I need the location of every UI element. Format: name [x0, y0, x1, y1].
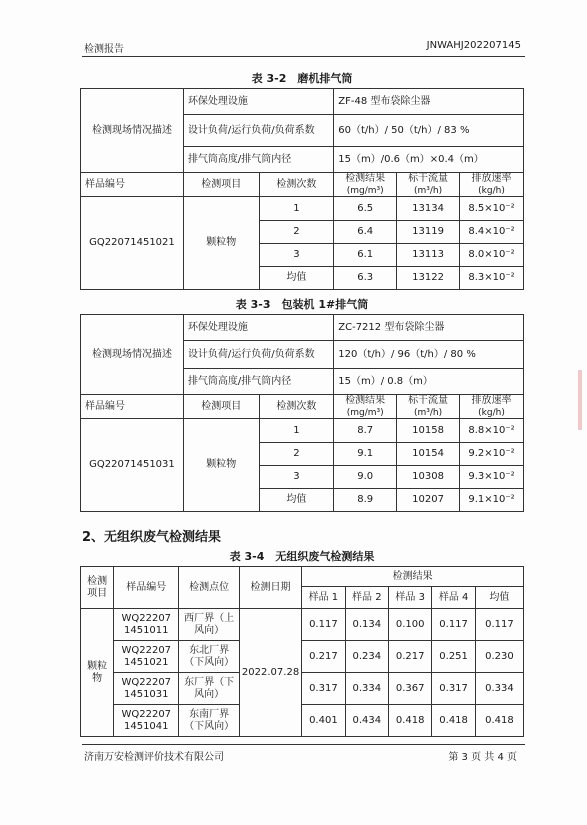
sample-point: 东厂界（下风向）	[179, 673, 240, 705]
col-flow	[397, 395, 460, 419]
table-3-2	[80, 88, 524, 290]
result-value: 8.9	[334, 489, 397, 512]
sample-id: WQ22207 1451011	[114, 609, 179, 641]
flow-value: 10207	[397, 489, 460, 512]
result-value: 6.1	[334, 244, 397, 267]
result-value: 0.401	[302, 705, 345, 737]
head-mean: 均值	[475, 587, 523, 609]
result-value: 0.217	[389, 641, 432, 673]
head-sample-3: 样品 3	[389, 587, 432, 609]
sample-id: WQ22207 1451031	[114, 673, 179, 705]
result-value: 0.317	[432, 673, 475, 705]
facility-key: 环保处理设施	[183, 315, 333, 341]
result-value: 6.3	[334, 267, 397, 290]
result-value: 0.117	[302, 609, 345, 641]
head-results: 检测结果	[302, 567, 524, 587]
col-item: 检测项目	[183, 395, 259, 419]
table-row	[81, 641, 524, 673]
col-result-label: 检测结果	[345, 173, 386, 184]
emission-value: 8.3×10⁻²	[460, 267, 524, 290]
col-count: 检测次数	[259, 395, 334, 419]
col-result-label: 检测结果	[345, 395, 386, 406]
result-value: 0.217	[302, 641, 345, 673]
mean-value: 0.334	[475, 673, 523, 705]
company-name: 济南万安检测评价技术有限公司	[84, 752, 224, 763]
sample-id: GQ22071451031	[81, 419, 184, 512]
table-3-4	[80, 566, 524, 737]
col-result	[334, 173, 397, 197]
load-key: 设计负荷/运行负荷/负荷系数	[183, 115, 333, 147]
stack-value: 15（m）/0.6（m）×0.4（m）	[334, 147, 524, 173]
table-3-4-caption: 表 3-4 无组织废气检测结果	[229, 550, 375, 563]
flow-value: 13122	[397, 267, 460, 290]
col-flow	[397, 173, 460, 197]
result-value: 8.7	[334, 419, 397, 443]
result-value: 9.1	[334, 443, 397, 466]
col-flow-unit: (m³/h)	[414, 407, 443, 418]
col-sample-id: 样品编号	[81, 395, 184, 419]
sample-point: 西厂界（上风向）	[179, 609, 240, 641]
test-item: 颗粒物	[183, 419, 259, 512]
test-item: 颗粒物	[81, 609, 114, 737]
test-item: 颗粒物	[183, 197, 259, 290]
col-emission-unit: (kg/h)	[478, 407, 505, 418]
sample-id: GQ22071451021	[81, 197, 184, 290]
head-sample-1: 样品 1	[302, 587, 345, 609]
result-value: 6.4	[334, 221, 397, 244]
run-number: 1	[259, 419, 334, 443]
mean-value: 0.117	[475, 609, 523, 641]
report-number: JNWAHJ202207145	[426, 40, 521, 51]
run-number: 2	[259, 221, 334, 244]
result-value: 0.117	[432, 609, 475, 641]
table-3-2-caption: 表 3-2 磨机排气筒	[251, 72, 353, 85]
test-date: 2022.07.28	[239, 609, 301, 737]
header-title: 检测报告	[84, 44, 124, 55]
emission-value: 8.4×10⁻²	[460, 221, 524, 244]
col-emission-label: 排放速率	[471, 395, 512, 406]
stack-key: 排气筒高度/排气筒内径	[183, 147, 333, 173]
col-emission-unit: (kg/h)	[478, 185, 505, 196]
table-3-3-caption: 表 3-3 包装机 1#排气筒	[235, 298, 369, 311]
run-number: 3	[259, 244, 334, 267]
flow-value: 10154	[397, 443, 460, 466]
result-value: 0.234	[345, 641, 388, 673]
sample-point: 东北厂界（下风向）	[179, 641, 240, 673]
section-2-heading: 2、无组织废气检测结果	[82, 530, 222, 545]
result-value: 0.317	[302, 673, 345, 705]
load-key: 设计负荷/运行负荷/负荷系数	[183, 341, 333, 369]
col-flow-label: 标干流量	[408, 173, 449, 184]
desc-label: 检测现场情况描述	[81, 89, 184, 173]
emission-value: 9.3×10⁻²	[460, 466, 524, 489]
load-value: 60（t/h）/ 50（t/h）/ 83 %	[334, 115, 524, 147]
col-result	[334, 395, 397, 419]
result-value: 0.418	[389, 705, 432, 737]
result-value: 9.0	[334, 466, 397, 489]
result-value: 0.434	[345, 705, 388, 737]
sample-point: 东南厂界（下风向）	[179, 705, 240, 737]
stack-value: 15（m）/ 0.8（m）	[334, 369, 524, 395]
emission-value: 9.2×10⁻²	[460, 443, 524, 466]
result-value: 0.251	[432, 641, 475, 673]
result-value: 0.367	[389, 673, 432, 705]
table-row	[81, 197, 524, 221]
col-emission-label: 排放速率	[471, 173, 512, 184]
col-emission	[460, 173, 524, 197]
table-row	[81, 609, 524, 641]
load-value: 120（t/h）/ 96（t/h）/ 80 %	[334, 341, 524, 369]
col-flow-unit: (m³/h)	[414, 185, 443, 196]
table-row	[81, 419, 524, 443]
flow-value: 13134	[397, 197, 460, 221]
head-date: 检测日期	[239, 567, 301, 609]
flow-value: 10308	[397, 466, 460, 489]
flow-value: 10158	[397, 419, 460, 443]
run-number: 1	[259, 197, 334, 221]
run-number: 均值	[259, 267, 334, 290]
run-number: 均值	[259, 489, 334, 512]
page-number: 第 3 页 共 4 页	[448, 752, 517, 763]
facility-key: 环保处理设施	[183, 89, 333, 115]
head-sample-4: 样品 4	[432, 587, 475, 609]
emission-value: 8.8×10⁻²	[460, 419, 524, 443]
col-result-unit: (mg/m³)	[346, 407, 384, 418]
col-count: 检测次数	[259, 173, 334, 197]
stack-key: 排气筒高度/排气筒内径	[183, 369, 333, 395]
col-sample-id: 样品编号	[81, 173, 184, 197]
head-sample-2: 样品 2	[345, 587, 388, 609]
emission-value: 8.0×10⁻²	[460, 244, 524, 267]
sample-id: WQ22207 1451041	[114, 705, 179, 737]
run-number: 2	[259, 443, 334, 466]
col-flow-label: 标干流量	[408, 395, 449, 406]
flow-value: 13113	[397, 244, 460, 267]
result-value: 6.5	[334, 197, 397, 221]
seal-edge-mark	[578, 370, 582, 430]
desc-label: 检测现场情况描述	[81, 315, 184, 395]
emission-value: 8.5×10⁻²	[460, 197, 524, 221]
head-sample: 样品编号	[114, 567, 179, 609]
footer-divider	[82, 744, 525, 745]
table-row	[81, 705, 524, 737]
sample-id: WQ22207 1451021	[114, 641, 179, 673]
run-number: 3	[259, 466, 334, 489]
table-3-3	[80, 314, 524, 512]
flow-value: 13119	[397, 221, 460, 244]
mean-value: 0.230	[475, 641, 523, 673]
facility-value: ZF-48 型布袋除尘器	[334, 89, 524, 115]
result-value: 0.418	[432, 705, 475, 737]
result-value: 0.334	[345, 673, 388, 705]
result-value: 0.134	[345, 609, 388, 641]
facility-value: ZC-7212 型布袋除尘器	[334, 315, 524, 341]
head-point: 检测点位	[179, 567, 240, 609]
col-result-unit: (mg/m³)	[346, 185, 384, 196]
mean-value: 0.418	[475, 705, 523, 737]
col-emission	[460, 395, 524, 419]
header-divider	[82, 56, 525, 57]
col-item: 检测项目	[183, 173, 259, 197]
result-value: 0.100	[389, 609, 432, 641]
emission-value: 9.1×10⁻²	[460, 489, 524, 512]
table-row	[81, 673, 524, 705]
head-item: 检测项目	[81, 567, 114, 609]
